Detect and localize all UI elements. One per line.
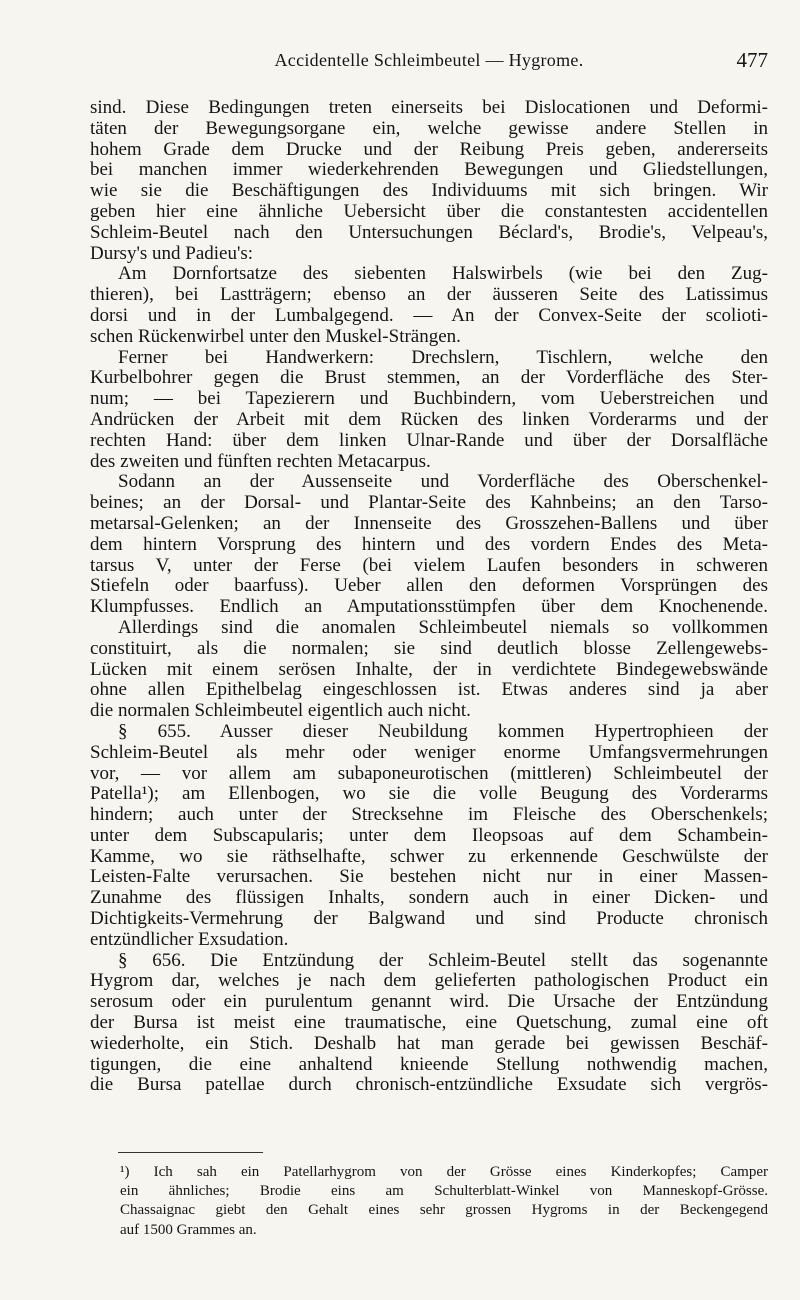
text-line: hohem Grade dem Drucke und der Reibung Preis geben, andererseits bbox=[90, 138, 768, 160]
text-line: § 655. Ausser dieser Neubildung kommen Hypertrophieen der bbox=[118, 720, 768, 742]
text-line: Lücken mit einem serösen Inhalte, der in verdichtete Bindegewebswände bbox=[90, 658, 768, 680]
text-line: serosum oder ein purulentum genannt wird. Die Ursache der Entzündung bbox=[90, 991, 768, 1013]
text-line: Allerdings sind die anomalen Schleimbeutel niemals so vollkommen bbox=[118, 616, 768, 638]
text-line: Am Dornfortsatze des siebenten Halswirbels (wie bei den Zug- bbox=[118, 263, 768, 285]
text-line: geben hier eine ähnliche Uebersicht über die constantesten accidentellen bbox=[90, 200, 768, 222]
text-line: Andrücken der Arbeit mit dem Rücken des linken Vorderarms und der bbox=[90, 408, 768, 430]
text-line: vor, — vor allem am subaponeurotischen (mittleren) Schleimbeutel der bbox=[90, 762, 768, 784]
footnote-divider bbox=[118, 1152, 263, 1153]
text-line: ohne allen Epithelbelag eingeschlossen ist. Etwas anderes sind ja aber bbox=[90, 679, 768, 701]
footnote-line: Chassaignac giebt den Gehalt eines sehr grossen Hygroms in der Beckengegend bbox=[120, 1202, 768, 1219]
footnotes bbox=[120, 1163, 768, 1240]
text-line: Patella¹); am Ellenbogen, wo sie die volle Beugung des Vorderarms bbox=[90, 783, 768, 805]
text-line: § 656. Die Entzündung der Schleim-Beutel stellt das sogenannte bbox=[118, 949, 768, 971]
page-number: 477 bbox=[736, 48, 768, 72]
running-head: Accidentelle Schleimbeutel — Hygrome. bbox=[274, 50, 584, 70]
text-line: num; — bei Tapezierern und Buchbindern, vom Ueberstreichen und bbox=[90, 388, 768, 410]
text-line: Ferner bei Handwerkern: Drechslern, Tischlern, welche den bbox=[118, 346, 768, 368]
body-text bbox=[90, 98, 768, 1096]
text-line: dorsi und in der Lumbalgegend. — An der Convex-Seite der scolioti- bbox=[90, 304, 768, 326]
text-line: hindern; auch unter der Strecksehne im Fleische des Oberschenkels; bbox=[90, 804, 768, 826]
text-line: entzündlicher Exsudation. bbox=[90, 928, 289, 950]
footnote-line: ein ähnliches; Brodie eins am Schulterblatt-Winkel von Manneskopf-Grösse. bbox=[120, 1183, 768, 1200]
text-line: wiederholte, ein Stich. Deshalb hat man gerade bei gewissen Beschäf- bbox=[90, 1032, 768, 1054]
text-line: Zunahme des flüssigen Inhalts, sondern auch in einer Dicken- und bbox=[90, 887, 768, 909]
text-line: täten der Bewegungsorgane ein, welche gewisse andere Stellen in bbox=[90, 117, 768, 139]
text-line: unter dem Subscapularis; unter dem Ileopsoas auf dem Schambein- bbox=[90, 824, 768, 846]
text-line: dem hintern Vorsprung des hintern und des vordern Endes des Meta- bbox=[90, 533, 768, 555]
text-line: tarsus V, unter der Ferse (bei vielem Laufen besonders in schweren bbox=[90, 554, 768, 576]
text-line: des zweiten und fünften rechten Metacarpus. bbox=[90, 450, 431, 472]
text-line: der Bursa ist meist eine traumatische, eine Quetschung, zumal eine oft bbox=[90, 1012, 768, 1034]
footnote-line: ¹) Ich sah ein Patellarhygrom von der Grösse eines Kinderkopfes; Camper bbox=[120, 1164, 768, 1180]
text-line: rechten Hand: über dem linken Ulnar-Rande und über der Dorsalfläche bbox=[90, 429, 768, 451]
text-line: Sodann an der Aussenseite und Vorderfläche des Oberschenkel- bbox=[118, 471, 768, 493]
text-line: Kamme, wo sie räthselhafte, schwer zu erkennende Geschwülste der bbox=[90, 845, 768, 867]
text-line: thieren), bei Lastträgern; ebenso an der äusseren Seite des Latissimus bbox=[90, 284, 768, 306]
text-line: die normalen Schleimbeutel eigentlich auch nicht. bbox=[90, 700, 471, 722]
text-line: beines; an der Dorsal- und Plantar-Seite des Kahnbeins; an den Tarso- bbox=[90, 492, 768, 514]
text-line: Dursy's und Padieu's: bbox=[90, 242, 254, 264]
text-line: die Bursa patellae durch chronisch-entzündliche Exsudate sich vergrös- bbox=[90, 1074, 768, 1096]
text-line: Hygrom dar, welches je nach dem gelieferten pathologischen Product ein bbox=[90, 970, 768, 992]
text-line: Leisten-Falte verursachen. Sie bestehen nicht nur in einer Massen- bbox=[90, 866, 768, 888]
text-line: Stiefeln oder baarfuss). Ueber allen den deformen Vorsprüngen des bbox=[90, 575, 768, 597]
page-header bbox=[90, 50, 768, 74]
text-line: Dichtigkeits-Vermehrung der Balgwand und sind Producte chronisch bbox=[90, 908, 768, 930]
text-line: bei manchen immer wiederkehrenden Bewegungen und Gliedstellungen, bbox=[90, 159, 768, 181]
text-line: tigungen, die eine anhaltend knieende Stellung nothwendig machen, bbox=[90, 1053, 768, 1075]
text-line: metarsal-Gelenken; an der Innenseite des Grosszehen-Ballens und über bbox=[90, 512, 768, 534]
text-line: schen Rückenwirbel unter den Muskel-Strängen. bbox=[90, 325, 461, 347]
text-line: Klumpfusses. Endlich an Amputationsstümpfen über dem Knochenende. bbox=[90, 596, 768, 618]
text-line: sind. Diese Bedingungen treten einerseits bei Dislocationen und Deformi- bbox=[90, 97, 768, 118]
text-line: constituirt, als die normalen; sie sind deutlich blosse Zellengewebs- bbox=[90, 637, 768, 659]
text-line: Schleim-Beutel als mehr oder weniger enorme Umfangsvermehrungen bbox=[90, 741, 768, 763]
text-line: Schleim-Beutel nach den Untersuchungen Béclard's, Brodie's, Velpeau's, bbox=[90, 221, 768, 243]
text-line: Kurbelbohrer gegen die Brust stemmen, an der Vorderfläche des Ster- bbox=[90, 367, 768, 389]
text-line: wie sie die Beschäftigungen des Individuums mit sich bringen. Wir bbox=[90, 180, 768, 202]
footnote-line: auf 1500 Grammes an. bbox=[120, 1221, 257, 1238]
